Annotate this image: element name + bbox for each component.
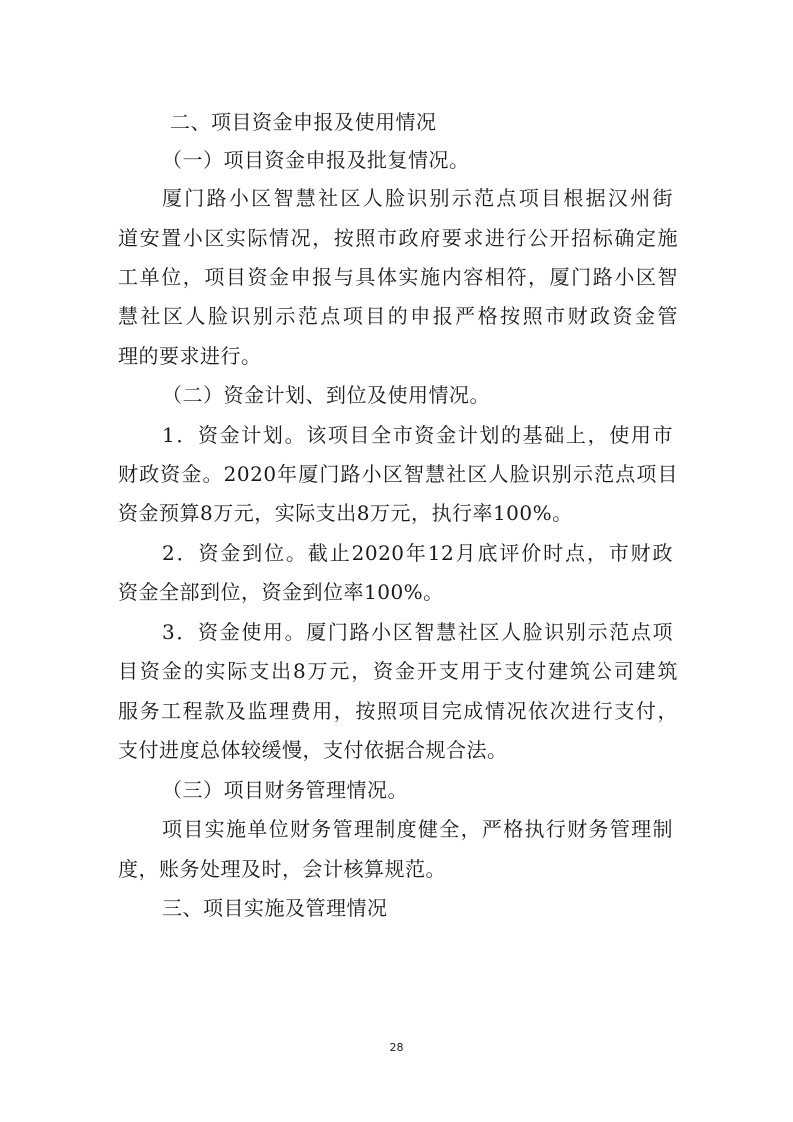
page-number: 28 [389,1041,404,1054]
subsection-heading-2-1: （一）项目资金申报及批复情况。 [162,148,470,172]
paragraph-line: 度，账务处理及时，会计核算规范。 [118,857,446,881]
paragraph-line: 慧社区人脸识别示范点项目的申报严格按照市财政资金管 [118,304,678,328]
section-heading-2: 二、项目资金申报及使用情况 [170,110,437,134]
paragraph-line: 资金全部到位，资金到位率100%。 [118,580,444,604]
paragraph-line: 项目实施单位财务管理制度健全，严格执行财务管理制 [162,817,673,841]
section-heading-3: 三、项目实施及管理情况 [162,896,388,920]
paragraph-line: 2．资金到位。截止2020年12月底评价时点，市财政 [162,541,673,565]
paragraph-line: 工单位，项目资金申报与具体实施内容相符，厦门路小区智 [118,265,678,289]
paragraph-line: 3．资金使用。厦门路小区智慧社区人脸识别示范点项 [162,620,673,644]
subsection-heading-2-3: （三）项目财务管理情况。 [162,778,408,802]
paragraph-line: 1．资金计划。该项目全市资金计划的基础上，使用市 [162,423,673,447]
subsection-heading-2-2: （二）资金计划、到位及使用情况。 [162,383,490,407]
paragraph-line: 资金预算8万元，实际支出8万元，执行率100%。 [118,501,573,525]
paragraph-line: 理的要求进行。 [118,344,262,368]
paragraph-line: 支付进度总体较缓慢，支付依据合规合法。 [118,738,508,762]
paragraph-line: 财政资金。2020年厦门路小区智慧社区人脸识别示范点项目 [118,462,678,486]
paragraph-line: 目资金的实际支出8万元，资金开支用于支付建筑公司建筑 [118,659,678,683]
paragraph-line: 服务工程款及监理费用，按照项目完成情况依次进行支付， [118,699,678,723]
paragraph-line: 厦门路小区智慧社区人脸识别示范点项目根据汉州街 [162,186,673,210]
paragraph-line: 道安置小区实际情况，按照市政府要求进行公开招标确定施 [118,226,678,250]
